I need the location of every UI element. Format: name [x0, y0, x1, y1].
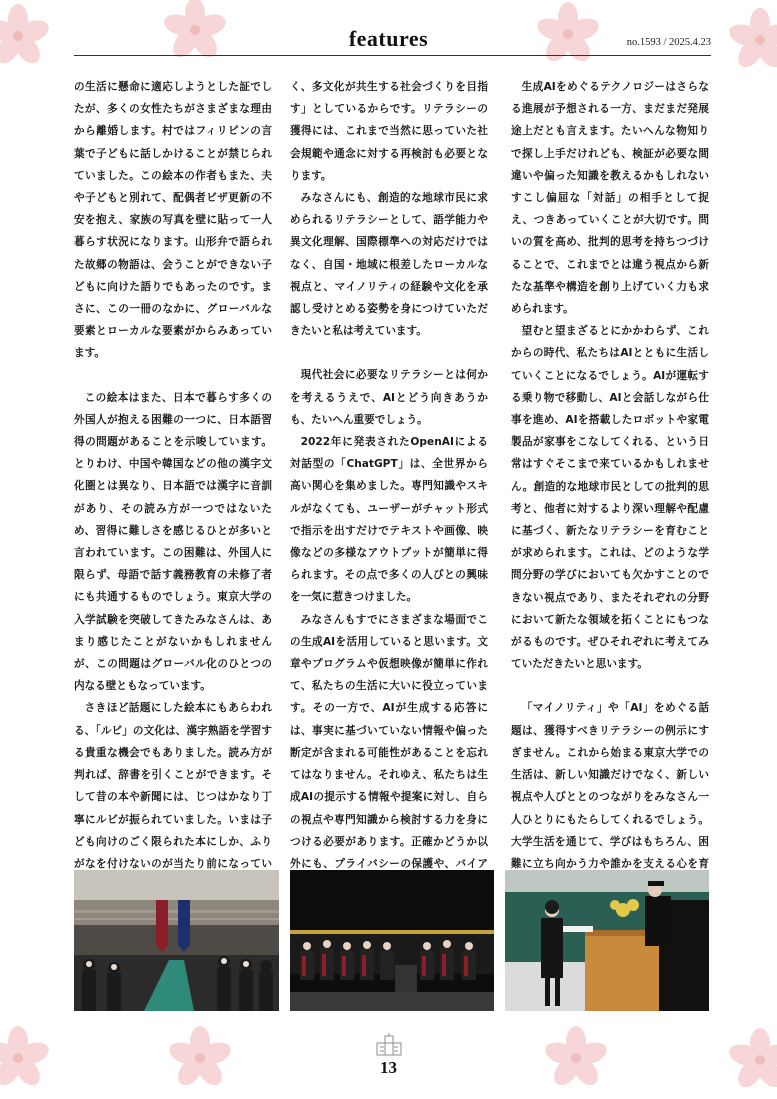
article-column-1	[74, 76, 272, 964]
paragraph: この絵本はまた、日本で暮らす多くの外国人が抱える困難の一つに、日本語習得の問題があることを示唆しています。とりわけ、中国や韓国などの他の漢字文化圏とは異なり、日本語では漢字に音訓があり、その読み方が一つではないため、習得に難しさを感じるひとが多いと言われています。この困難は、外国人に限らず、母語で話す義務教育の未修了者にも共通するものでしょう。東京大学の入学試験を突破してきたみなさんは、あまり感じたことがないかもしれませんが、この問題はグローバル化のひとつの内なる壁ともなっています。	[74, 391, 272, 693]
article-column-3	[511, 76, 709, 920]
paragraph: 現代社会に必要なリテラシーとは何かを考えるうえで、AIとどう向きあうかも、たいへん重要でしょう。	[290, 369, 488, 426]
paragraph: みなさんにも、創造的な地球市民に求められるリテラシーとして、語学能力や異文化理解、国際標準への対応だけではなく、自国・地域に根差したローカルな視点と、マイノリティの経験や文化を承認し受けとめる姿勢を身につけていただきたいと私は考えています。	[290, 192, 488, 338]
graduates-on-stage-photo	[290, 870, 494, 1011]
paragraph: みなさんもすでにさまざまな場面でこの生成AIを活用していると思います。文章やプログラムや仮想映像が簡単に作れて、私たちの生活に大いに役立っています。その一方で、AIが生成する応答には、事実に基づいていない情報や偏った断定が含まれる可能性があることを忘れてはなりません。それゆえ、私たちは生成AIの提示する情報や提案に対し、自らの視点や専門知識から検討する力を身につける必要があります。正確かどうか以外にも、プライバシーの保護や、バイア	[290, 613, 488, 870]
paragraph: 「マイノリティ」や「AI」をめぐる話題は、獲得すべきリテラシーの例示にすぎません。これから始まる東京大学での生活は、新しい知識だけでなく、新しい視点や人びととのつながりをみなさん一人ひとりにもたらしてくれるでしょう。大学生活を通じて、学びはもちろん、困難に立ち向かう力や誰かを支える心を育	[511, 702, 709, 870]
page-number: 13	[380, 1058, 397, 1077]
paragraph: の生活に懸命に適応しようとした証でしたが、多くの女性たちがさまざまな理由から離婚します。村ではフィリピンの言葉で子どもに話しかけることが禁じられていました。この絵本の作者もまた、夫や子どもと別れて、配偶者ビザ更新の不安を抱え、家族の写真を壁に貼って一人暮らす状況になります。山形弁で語られた故郷の物語は、会うことができない子どもに向けた語りでもあったのです。まさに、この一冊のなかに、グローバルな要素とローカルな要素がからみあっています。	[74, 81, 272, 360]
university-logo-icon	[374, 1033, 404, 1057]
section-title: features	[348, 26, 429, 51]
paragraph: く、多文化が共生する社会づくりを目指す」としているからです。リテラシーの獲得には、これまで当然に思っていた社会規範や通念に対する再検討も必要となります。	[290, 81, 488, 182]
paragraph: 望むと望まざるとにかかわらず、これからの時代、私たちはAIとともに生活していくことになるでしょう。AIが運転する乗り物で移動し、AIと会話しながら仕事を進め、AIを搭載したロボットや家電製品が家事をこなしてくれる、という日常はすぐそこまで来ているかもしれません。創造的な地球市民としての批判的思考と、他者に対するより深い理解や配慮に基づく、新たなリテラシーを育むことが求められます。これは、どのような学問分野の学びにおいても欠かすことのできない視点であり、またそれぞれの分野において新たな領域を拓くことにもつながるものです。ぜひそれぞれに考えてみていただきたいと思います。	[511, 325, 709, 671]
podium-handover-photo	[505, 870, 709, 1011]
issue-info: no.1593 / 2025.4.23	[626, 37, 711, 48]
article-column-2	[290, 76, 488, 964]
ceremony-hall-photo	[74, 870, 279, 1011]
paragraph-gap	[290, 342, 488, 364]
paragraph: さきほど話題にした絵本にもあらわれる、「ルビ」の文化は、漢字熟語を学習する貴重な機会でもありました。読み方が判れば、辞書を引くことができます。そして昔の本や新聞には、じつはかなり丁寧にルビが振られていました。いまは子ども向けのごく限られた本にしか、ふりがなを付けないのが当たり前になってい	[74, 702, 272, 870]
paragraph-gap	[74, 365, 272, 387]
header-divider	[74, 55, 711, 56]
paragraph: 2022年に発表されたOpenAIによる対話型の「ChatGPT」は、全世界から高い関心を集めました。専門知識やスキルがなくても、ユーザーがチャット形式で指示を出すだけでテキストや画像、映像などの多様なアウトプットが簡単に得られます。その点で多くの人びとの興味を一気に惹きつけました。	[290, 436, 488, 604]
paragraph: 生成AIをめぐるテクノロジーはさらなる進展が予想される一方、まだまだ発展途上だとも言えます。たいへんな物知りで探し上手だけれども、検証が必要な間違いや偏った知識を教えるかもしれないすこし偏屈な「対話」の相手として捉え、つきあっていくことが大切です。問いの質を高め、批判的思考を持ちつづけることで、これまでとは違う視点から新たな基準や構造を創り上げていく力も求められます。	[511, 81, 709, 316]
paragraph-gap	[511, 675, 709, 697]
